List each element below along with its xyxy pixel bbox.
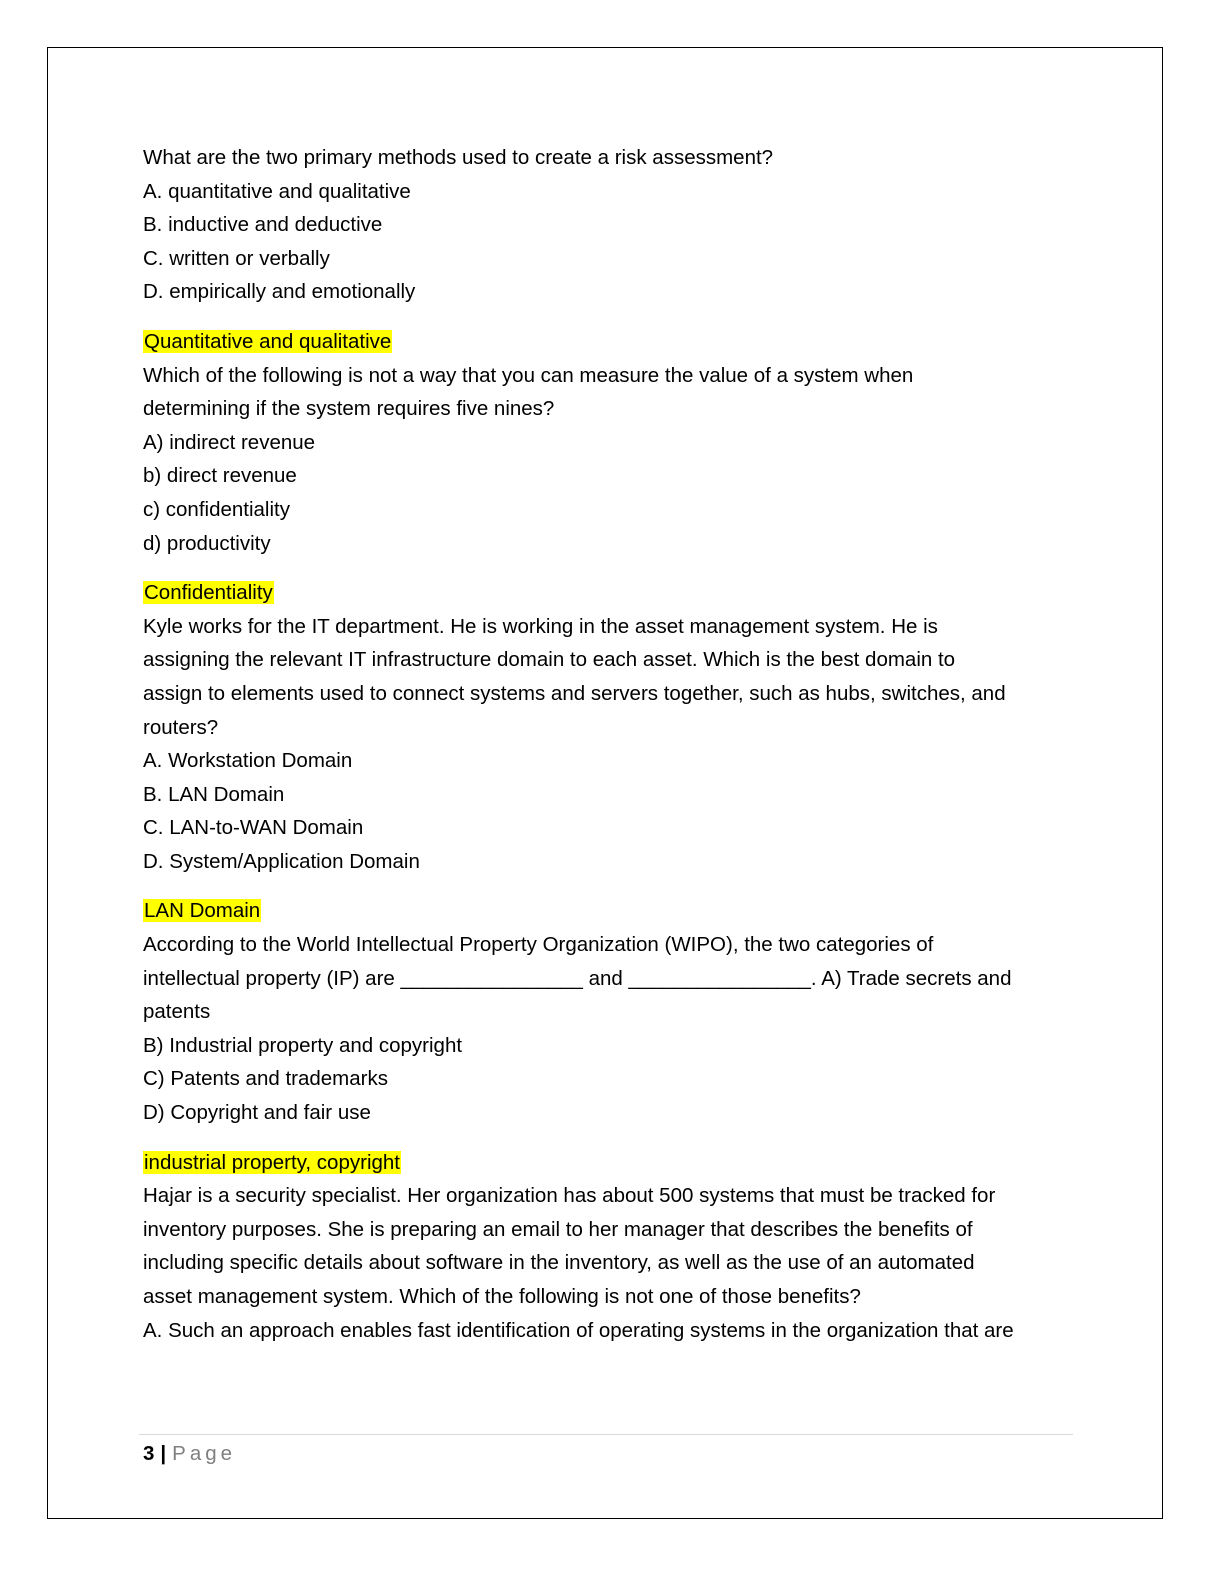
question-text: asset management system. Which of the following is not one of those benefits? (143, 1285, 861, 1308)
question-text: patents (143, 1000, 211, 1024)
answer-4 (143, 1146, 1083, 1180)
question-3 (143, 610, 1083, 879)
option-c: C) Patents and trademarks (143, 1067, 388, 1091)
option-b: B) Industrial property and copyright (143, 1033, 463, 1057)
question-5 (143, 1179, 1083, 1347)
answer-1 (143, 325, 1083, 359)
footer-divider (139, 1434, 1073, 1435)
question-text: determining if the system requires five nines? (143, 397, 555, 421)
option-b: b) direct revenue (143, 464, 297, 488)
question-text: According to the World Intellectual Property Organization (WIPO), the two categories of (143, 933, 934, 957)
option-b: B. LAN Domain (143, 782, 285, 806)
option-d: D) Copyright and fair use (143, 1101, 371, 1125)
question-text: including specific details about software in the inventory, as well as the use of an automated (143, 1251, 975, 1275)
question-text: assigning the relevant IT infrastructure domain to each asset. Which is the best domain to (143, 648, 956, 672)
question-text: Hajar is a security specialist. Her organization has about 500 systems that must be tracked for (143, 1184, 996, 1208)
option-d: d) productivity (143, 531, 271, 555)
footer-separator: | (160, 1442, 167, 1465)
highlighted-answer: Quantitative and qualitative (144, 329, 392, 353)
option-a: A. quantitative and qualitative (143, 179, 411, 203)
question-text: Kyle works for the IT department. He is working in the asset management system. He is (143, 614, 938, 638)
answer-3 (143, 894, 1083, 928)
option-c: C. written or verbally (143, 246, 330, 270)
page-label: Page (172, 1442, 237, 1465)
question-text: Which of the following is not a way that you can measure the value of a system when (143, 363, 914, 387)
option-b: B. inductive and deductive (143, 213, 383, 237)
document-body (143, 141, 1083, 1363)
answer-2 (143, 576, 1083, 610)
option-d: D. System/Application Domain (143, 849, 420, 873)
option-a: A. Workstation Domain (143, 749, 353, 773)
option-a: A. Such an approach enables fast identification of operating systems in the organization that are (143, 1318, 1014, 1342)
question-text: inventory purposes. She is preparing an email to her manager that describes the benefits of (143, 1217, 973, 1241)
highlighted-answer: Confidentiality (144, 581, 273, 605)
option-c: c) confidentiality (143, 497, 290, 521)
page-number: 3 (143, 1442, 155, 1465)
option-a: A) indirect revenue (143, 430, 316, 454)
question-2 (143, 359, 1083, 561)
question-4 (143, 928, 1083, 1130)
question-1 (143, 141, 1083, 309)
question-text: assign to elements used to connect systems and servers together, such as hubs, switches, and (143, 681, 1006, 705)
question-text: What are the two primary methods used to create a risk assessment? (143, 146, 774, 169)
highlighted-answer: LAN Domain (144, 899, 261, 923)
question-text: routers? (143, 715, 219, 739)
question-text: intellectual property (IP) are ________________ and ________________. A) Trade secrets and (143, 966, 1012, 990)
highlighted-answer: industrial property, copyright (144, 1150, 400, 1174)
page-footer (143, 1440, 236, 1468)
option-c: C. LAN-to-WAN Domain (143, 816, 364, 840)
option-d: D. empirically and emotionally (143, 280, 416, 304)
